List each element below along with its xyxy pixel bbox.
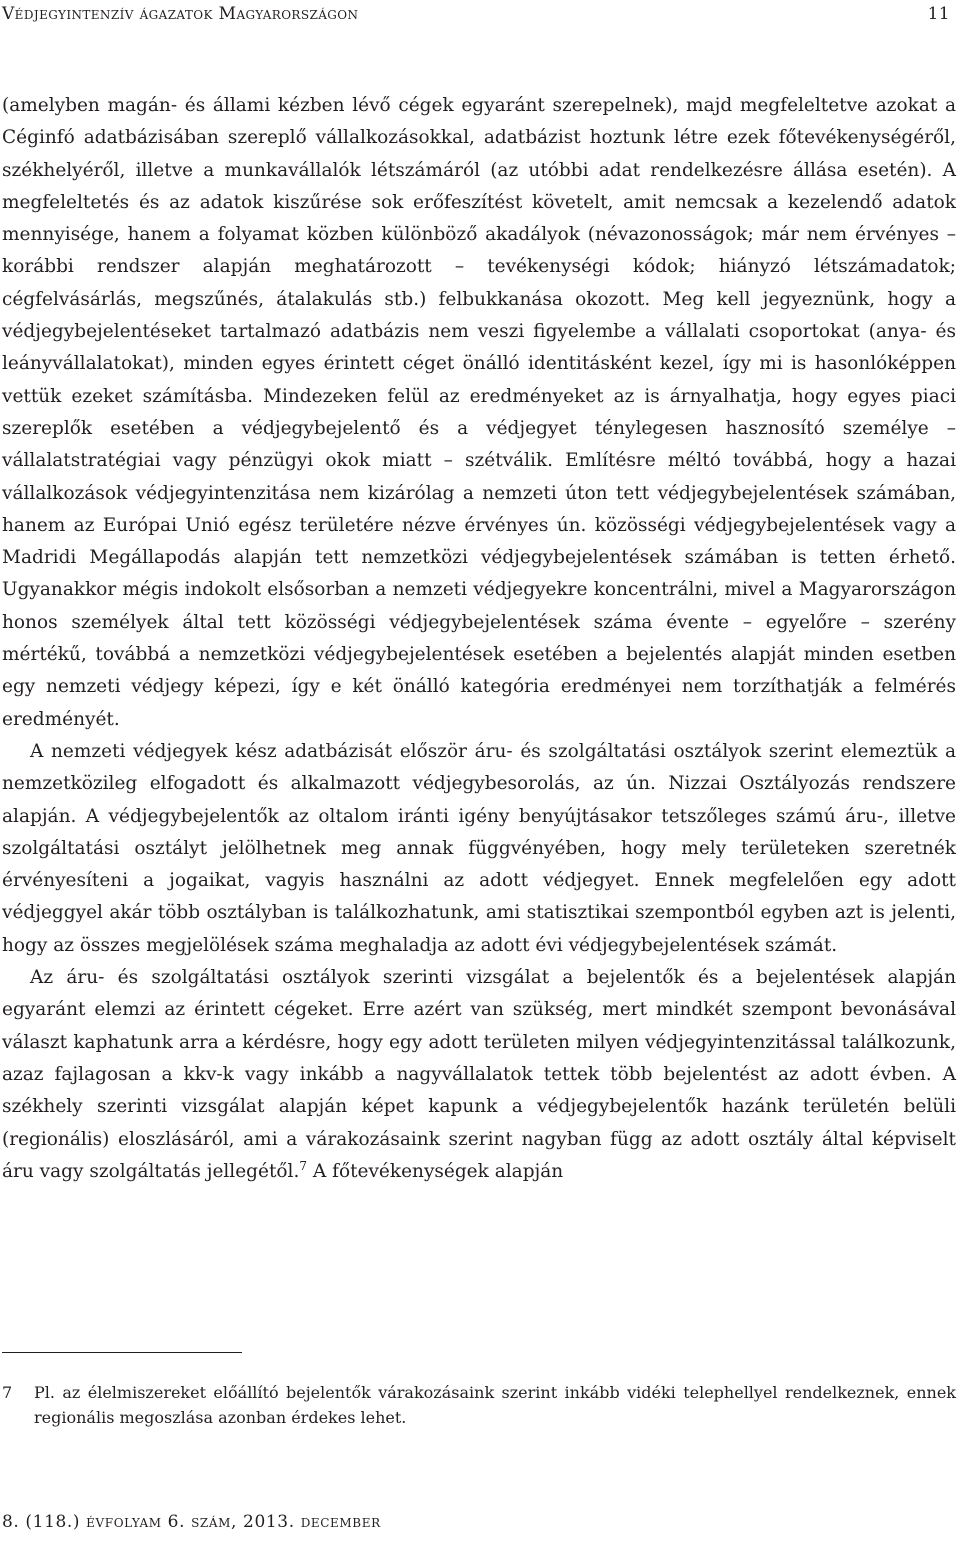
footnote-divider bbox=[2, 1352, 242, 1353]
paragraph bbox=[2, 962, 956, 1188]
page-footer: 8. (118.) évfolyam 6. szám, 2013. december bbox=[2, 1512, 381, 1532]
paragraph-continuation: A főtevékenységek alapján bbox=[306, 1160, 564, 1182]
page-number: 11 bbox=[927, 4, 950, 24]
running-title: Védjegyintenzív ágazatok Magyarországon bbox=[2, 4, 359, 24]
footnote-number: 7 bbox=[2, 1383, 13, 1402]
paragraph: (amelyben magán- és állami kézben lévő cégek egyaránt szerepelnek), majd megfeleltetve azokat a Céginfó adatbázisában szereplő vállalkozásokkal, adatbázist hoztunk létre ezek főtevékenységéről, székhelyéről, illetve a munkavállalók létszámáról (az utóbbi adat rendelkezésre állása esetén). A megfeleltetés és az adatok kiszűrése sok erőfeszítést követelt, amit nemcsak a kezelendő adatok mennyisége, hanem a folyamat közben különböző akadályok (névazonosságok; már nem érvényes – korábbi rendszer alapján meghatározott – tevékenységi kódok; hiányzó létszámadatok; cégfelvásárlás, megszűnés, átalakulás stb.) felbukkanása okozott. Meg kell jegyeznünk, hogy a védjegybejelentéseket tartalmazó adatbázis nem veszi figyelembe a vállalati csoportokat (anya- és leányvállalatokat), minden egyes érintett céget önálló identitásként kezel, így mi is hasonlóképpen vettük ezeket számításba. Mindezeken felül az eredményeket az is árnyalhatja, hogy egyes piaci szereplők esetében a védjegybejelentő és a védjegyet ténylegesen hasznosító személye – vállalatstratégiai vagy pénzügyi okok miatt – szétválik. Említésre méltó továbbá, hogy a hazai vállalkozások védjegyintenzitása nem kizárólag a nemzeti úton tett védjegybejelentések számában, hanem az Európai Unió egész területére nézve érvényes ún. közösségi védjegybejelentések vagy a Madridi Megállapodás alapján tett nemzetközi védjegybejelentések számában is tetten érhető. Ugyanakkor mégis indokolt elsősorban a nemzeti védjegyekre koncentrálni, mivel a Magyarországon honos személyek által tett közösségi védjegybejelentések száma évente – egyelőre – szerény mértékű, továbbá a nemzetközi védjegybejelentések esetében a bejelentés alapját minden esetben egy nemzeti védjegy képezi, így e két önálló kategória eredményei nem torzíthatják a felmérés eredményét. bbox=[2, 95, 956, 730]
footnote-text: Pl. az élelmiszereket előállító bejelentők várakozásaink szerint inkább vidéki telephellyel rendelkeznek, ennek regionális megoszlása azonban érdekes lehet. bbox=[34, 1383, 956, 1427]
main-text bbox=[2, 90, 956, 1188]
paragraph: A nemzeti védjegyek kész adatbázisát először áru- és szolgáltatási osztályok szerint elemeztük a nemzetközileg elfogadott és alkalmazott védjegybesorolás, az ún. Nizzai Osztályozás rendszere alapján. A védjegybejelentők az oltalom iránti igény benyújtásakor tetszőleges számú áru-, illetve szolgáltatási osztályt jelölhetnek meg annak függvényében, hogy mely területeken szeretnék érvényesíteni a jogaikat, vagyis használni az adott védjegyet. Ennek megfelelően egy adott védjeggyel akár több osztályban is találkozhatunk, ami statisztikai szempontból egyben azt is jelenti, hogy az összes megjelölések száma meghaladja az adott évi védjegybejelentések számát. bbox=[2, 740, 956, 956]
paragraph-text: Az áru- és szolgáltatási osztályok szerinti vizsgálat a bejelentők és a bejelentések alapján egyaránt elemzi az érintett cégeket. Erre azért van szükség, mert mindkét szempont bevonásával választ kaphatunk arra a kérdésre, hogy egy adott területen milyen védjegyintenzitással találkozunk, azaz fajlagosan a kkv-k vagy inkább a nagyvállalatok tettek több bejelentést az adott évben. A székhely szerinti vizsgálat alapján képet kapunk a védjegybejelentők hazánk területén belüli (regionális) eloszlásáról, ami a várakozásaink szerint nagyban függ az adott osztály által képviselt áru vagy szolgáltatás jellegétől. bbox=[2, 967, 956, 1182]
running-header bbox=[2, 4, 950, 28]
footnote bbox=[2, 1380, 956, 1430]
footnote-reference[interactable]: 7 bbox=[299, 1158, 307, 1173]
